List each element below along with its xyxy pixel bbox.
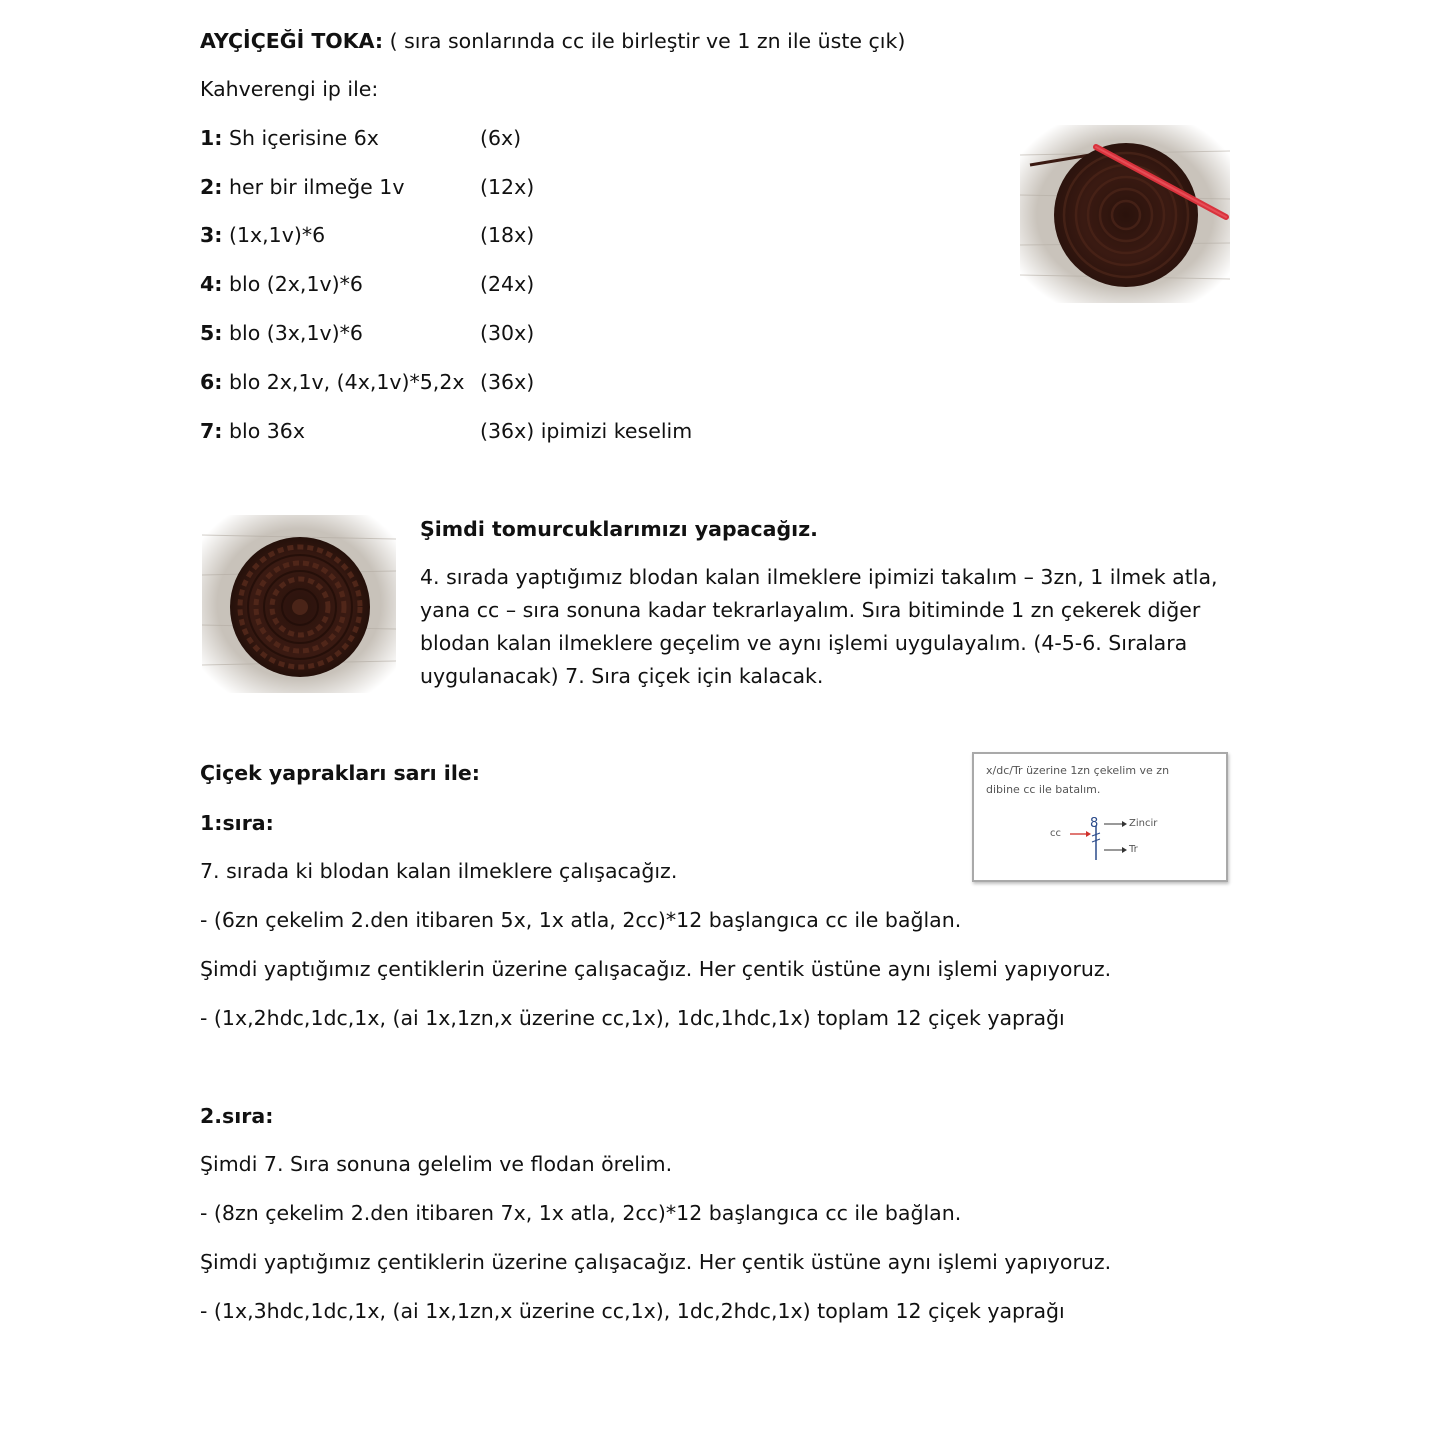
crochet-circle-with-hook-photo (1020, 125, 1230, 303)
row-number: 2: (200, 175, 223, 199)
row-7 (200, 418, 305, 444)
row-number: 6: (200, 370, 223, 394)
buds-line: 4. sırada yaptığımız blodan kalan ilmeklere ipimizi takalım – 3zn, 1 ilmek atla, (420, 565, 1218, 589)
row-2 (200, 174, 404, 200)
row-instruction: blo 2x,1v, (4x,1v)*5,2x (222, 370, 465, 394)
diagram-line-2: dibine cc ile batalım. (986, 783, 1101, 796)
row1-line: - (1x,2hdc,1dc,1x, (ai 1x,1zn,x üzerine cc,1x), 1dc,1hdc,1x) toplam 12 çiçek yaprağı (200, 1006, 1065, 1030)
diagram-cc-label: cc (1050, 828, 1061, 839)
row-4-count: (24x) (480, 272, 535, 296)
row-instruction: blo 36x (222, 419, 305, 443)
row2-line: Şimdi yaptığımız çentiklerin üzerine çalışacağız. Her çentik üstüne aynı işlemi yapıyoruz. (200, 1250, 1112, 1274)
row-3 (200, 222, 325, 248)
row1-heading: 1:sıra: (200, 811, 274, 835)
buds-line: uygulanacak) 7. Sıra çiçek için kalacak. (420, 664, 824, 688)
row-instruction: her bir ilmeğe 1v (222, 175, 405, 199)
row-number: 1: (200, 126, 223, 150)
diagram-line-1: x/dc/Tr üzerine 1zn çekelim ve zn (986, 764, 1170, 777)
diagram-stitch-label: 8 (1090, 816, 1099, 831)
buds-line: blodan kalan ilmeklere geçelim ve aynı işlemi uygulayalım. (4-5-6. Sıralara (420, 631, 1188, 655)
row-number: 7: (200, 419, 223, 443)
row-4 (200, 271, 363, 297)
title-note: ( sıra sonlarında cc ile birleştir ve 1 zn ile üste çık) (383, 29, 906, 53)
title-line (200, 28, 905, 54)
row1-line: - (6zn çekelim 2.den itibaren 5x, 1x atla, 2cc)*12 başlangıca cc ile bağlan. (200, 908, 962, 932)
row-1 (200, 125, 379, 151)
row-instruction: blo (3x,1v)*6 (222, 321, 363, 345)
diagram-tr-label: Tr (1129, 844, 1138, 855)
crochet-bud-flower-photo (202, 515, 396, 693)
buds-heading: Şimdi tomurcuklarımızı yapacağız. (420, 517, 818, 541)
buds-line: yana cc – sıra sonuna kadar tekrarlayalım. Sıra bitiminde 1 zn çekerek diğer (420, 598, 1201, 622)
row-1-count: (6x) (480, 126, 522, 150)
document-title: AYÇİÇEĞİ TOKA: (200, 29, 384, 53)
row-6-count: (36x) (480, 370, 535, 394)
row-5 (200, 320, 363, 346)
row-3-count: (18x) (480, 223, 535, 247)
stitch-symbol-icon (974, 754, 1226, 880)
row-number: 5: (200, 321, 223, 345)
row-instruction: (1x,1v)*6 (222, 223, 326, 247)
intro-text: Kahverengi ip ile: (200, 77, 379, 101)
row-instruction: Sh içerisine 6x (222, 126, 379, 150)
row-number: 3: (200, 223, 223, 247)
petals-heading: Çiçek yaprakları sarı ile: (200, 761, 480, 785)
row2-line: - (8zn çekelim 2.den itibaren 7x, 1x atla, 2cc)*12 başlangıca cc ile bağlan. (200, 1201, 962, 1225)
row-7-count: (36x) ipimizi keselim (480, 419, 693, 443)
row-number: 4: (200, 272, 223, 296)
row-5-count: (30x) (480, 321, 535, 345)
row-instruction: blo (2x,1v)*6 (222, 272, 363, 296)
row-6 (200, 369, 465, 395)
row1-line: Şimdi yaptığımız çentiklerin üzerine çalışacağız. Her çentik üstüne aynı işlemi yapıyoruz. (200, 957, 1112, 981)
row-2-count: (12x) (480, 175, 535, 199)
row2-line: Şimdi 7. Sıra sonuna gelelim ve flodan örelim. (200, 1152, 673, 1176)
row1-line: 7. sırada ki blodan kalan ilmeklere çalışacağız. (200, 859, 678, 883)
row2-heading: 2.sıra: (200, 1104, 274, 1128)
row2-line: - (1x,3hdc,1dc,1x, (ai 1x,1zn,x üzerine cc,1x), 1dc,2hdc,1x) toplam 12 çiçek yaprağı (200, 1299, 1065, 1323)
stitch-diagram (972, 752, 1228, 882)
diagram-zincir-label: Zincir (1129, 818, 1158, 829)
